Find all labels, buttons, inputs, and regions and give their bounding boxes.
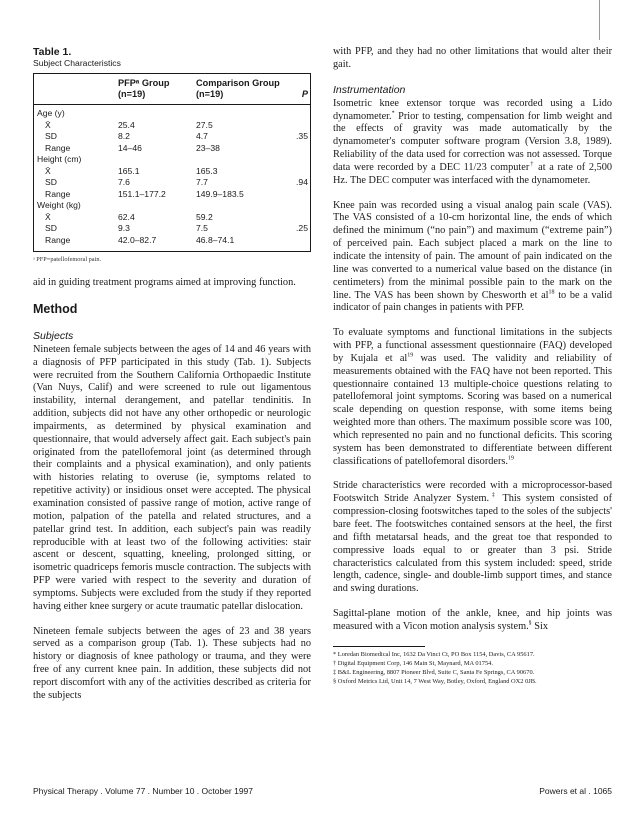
cell-pfp bbox=[118, 200, 196, 212]
subjects-heading: Subjects bbox=[33, 329, 74, 342]
footnote-item: † Digital Equipment Corp, 146 Main St, Maynard, MA 01754. bbox=[333, 659, 493, 667]
row-label: SD bbox=[45, 131, 57, 141]
footnote-mark-ddagger: ‡ bbox=[489, 492, 498, 499]
page-edge-rule bbox=[599, 0, 600, 40]
header-comp-line2: (n=19) bbox=[196, 89, 224, 99]
table-header-blank bbox=[34, 78, 118, 100]
cell-p-value bbox=[282, 143, 308, 155]
cell-comparison: 149.9–183.5 bbox=[196, 188, 244, 199]
header-pfp-line1: PFPᵃ Group bbox=[118, 78, 170, 88]
cell-p-value bbox=[282, 200, 308, 212]
cell-comparison: 4.7 bbox=[196, 131, 208, 141]
cell-p-value bbox=[282, 235, 308, 247]
table-body bbox=[34, 108, 310, 246]
cell-comparison: 23–38 bbox=[196, 142, 220, 153]
table-row bbox=[34, 200, 310, 212]
table-row bbox=[34, 108, 310, 120]
table-row bbox=[34, 189, 310, 201]
reference-18: 18 bbox=[548, 289, 555, 296]
table-row bbox=[34, 143, 310, 155]
footnote-divider bbox=[333, 646, 425, 647]
subjects-paragraph: Nineteen female subjects between the ages of 14 and 46 years with a diagnosis of PFP participated in this study (Tab. 1). Subjects were recruited from the Southern California Orthopaedic Institute (Van Nuys, Calif) and were screened to rule out ligamentous instability, internal derangement, and patellar tendinitis. In addition, subjects did not have any other orthopedic or neurologic impairments, as determined by physical examination and questionnaire, that would adversely affect gait. Each subject's pain originated from the patellofemoral joint (as determined through their complaints and a physical examination), and only patients with histories relating to overuse (ie, symptoms related to repetitive activity) or insidious onset were accepted. The physical examination consisted of passive range of motion, active range of motion, palpation of the patella and related structures, and a patellar grind test. In addition, each subject's pain was readily reproducible with at least two of the following activities: stair ascent or descent, squatting, kneeling, prolonged sitting, or isometric quadriceps femoris muscle contraction. The subjects with PFP were varied with respect to the severity and duration of symptoms. Subjects were excluded from the study if they reported having either knee surgery or acute traumatic patellar dislocation. bbox=[33, 343, 311, 612]
table-header-comparison bbox=[196, 78, 282, 100]
right-column bbox=[333, 46, 612, 687]
footnote-mark-section: § bbox=[528, 620, 532, 627]
table-footnote: ᵃ PFP=patellofemoral pain. bbox=[33, 256, 102, 263]
row-label: X̄ bbox=[45, 165, 51, 176]
cell-comparison: 46.8–74.1 bbox=[196, 234, 235, 245]
faq-text-2: was used. The validity and reliability of measurements obtained with the FAQ have not been reported. This questionnaire contained 13 multiple-choice questions relating to patellofemoral joint symptoms. Scoring was based on a numerical scale depending on question response, with some items being weighted more than others. The maximum possible score was 100, which represented no pain and no functional deficits. This scoring system has been demonstrated to differentiate between different classifications of patellofemoral disorders. bbox=[333, 352, 612, 467]
cell-comparison: 7.5 bbox=[196, 223, 208, 233]
cell-p-value: .94 bbox=[296, 177, 308, 187]
reference-19b: 19 bbox=[508, 455, 514, 462]
sag-text-2: Six bbox=[531, 620, 548, 632]
vas-text-2: to be a valid indicator of pain changes in patients with PFP. bbox=[333, 289, 613, 314]
row-label: Range bbox=[45, 234, 71, 245]
table-row bbox=[34, 131, 310, 143]
page-footer: Powers et al . 1065 bbox=[539, 786, 612, 796]
left-column bbox=[33, 46, 311, 703]
instr-text-3: at a rate of 2,500 Hz. The DEC computer was interfaced with the dynamometer. bbox=[333, 161, 613, 186]
continuation-paragraph: with PFP, and they had no other limitations that would alter their gait. bbox=[333, 46, 612, 70]
cell-comparison: 165.3 bbox=[196, 165, 218, 176]
header-comp-line1: Comparison Group bbox=[196, 78, 280, 88]
cell-p-value: .25 bbox=[296, 223, 308, 233]
cell-pfp: 9.3 bbox=[118, 223, 130, 233]
instr-text-2: Prior to testing, compensation for limb weight and the effects of gravity was made automatically by the dynamometer's computer software program (Version 3.8, 1989). Reliability of the data used for correction was not assessed. Torque data were recorded by a DEC 11/23 computer bbox=[333, 110, 612, 173]
table-row bbox=[34, 166, 310, 178]
vas-paragraph bbox=[333, 200, 612, 316]
cell-pfp: 7.6 bbox=[118, 177, 130, 187]
cell-pfp bbox=[118, 108, 196, 120]
footnote-mark-dagger: † bbox=[529, 161, 535, 168]
comparison-paragraph: Nineteen female subjects between the ages of 23 and 38 years served as a comparison group (Tab. 1). These subjects had no history or diagnosis of knee pathology or trauma, and they were free of any current knee pain. In addition, these subjects did not report discomfort with any of the activities described as criteria for the subjects bbox=[33, 625, 311, 701]
stride-paragraph bbox=[333, 480, 612, 596]
footnote-item: § Oxford Metrics Ltd, Unit 14, 7 West Way, Botley, Oxford, England OX2 0JB. bbox=[333, 678, 537, 686]
cell-comparison: 7.7 bbox=[196, 177, 208, 187]
footnote-mark-star: * bbox=[391, 110, 395, 117]
footnotes-block bbox=[333, 650, 612, 687]
stride-text-2: This system consisted of compression-closing footswitches taped to the soles of the subjects' bare feet. The footswitches contained sensors at the heel, the first and fifth metatarsal heads, and the great toe that responded to compressive loads equal to or greater than 3 psi. Stride characteristics calculated from this system included: speed, stride length, cadence, single- and double-limb support times, and stance and swing durations. bbox=[333, 493, 613, 595]
table-header-row bbox=[34, 78, 310, 105]
table-row bbox=[34, 223, 310, 235]
row-label: X̄ bbox=[45, 211, 51, 222]
cell-p-value bbox=[282, 166, 308, 178]
stride-text-1: Stride characteristics were recorded with a microprocessor-based Footswitch Stride Analyzer System. bbox=[333, 480, 612, 505]
table-caption: Subject Characteristics bbox=[33, 58, 121, 68]
cell-pfp: 14–46 bbox=[118, 142, 142, 153]
cell-comparison: 59.2 bbox=[196, 211, 213, 222]
instrumentation-paragraph bbox=[333, 98, 612, 188]
cell-p-value: .35 bbox=[296, 131, 308, 141]
cell-comparison bbox=[196, 154, 282, 166]
cell-comparison bbox=[196, 200, 282, 212]
cell-p-value bbox=[282, 189, 308, 201]
header-p: P bbox=[301, 89, 308, 99]
header-pfp-line2: (n=19) bbox=[118, 89, 146, 99]
row-label: Weight (kg) bbox=[37, 200, 81, 210]
cell-pfp: 8.2 bbox=[118, 131, 130, 141]
table-label: Table 1. bbox=[33, 46, 72, 58]
cell-pfp: 151.1–177.2 bbox=[118, 188, 166, 199]
row-label: Range bbox=[45, 142, 71, 153]
sag-text-1: Sagittal-plane motion of the ankle, knee, and hip joints was measured with a Vicon motion analysis system. bbox=[333, 608, 612, 632]
sagittal-paragraph bbox=[333, 608, 612, 634]
table-row bbox=[34, 177, 310, 189]
row-label: X̄ bbox=[45, 119, 51, 130]
table-row bbox=[34, 235, 310, 247]
faq-paragraph bbox=[333, 327, 612, 468]
table-header-pfp bbox=[118, 78, 196, 100]
instrumentation-heading: Instrumentation bbox=[333, 83, 406, 96]
row-label: SD bbox=[45, 177, 57, 187]
cell-pfp: 165.1 bbox=[118, 165, 140, 176]
cell-p-value bbox=[282, 108, 308, 120]
cell-p-value bbox=[282, 212, 308, 224]
reference-19a: 19 bbox=[407, 352, 414, 359]
faq-text-1: To evaluate symptoms and functional limitations in the subjects with PFP, a functional assessment questionnaire (FAQ) developed by Kujala et al bbox=[333, 327, 612, 364]
row-label: Height (cm) bbox=[37, 154, 82, 164]
cell-pfp: 42.0–82.7 bbox=[118, 234, 157, 245]
method-heading: Method bbox=[33, 301, 78, 316]
cell-p-value bbox=[282, 154, 308, 166]
cell-pfp: 62.4 bbox=[118, 211, 135, 222]
vas-text-1: Knee pain was recorded using a visual analog pain scale (VAS). The VAS consisted of a 10-cm horizontal line, the ends of which defined the minimum (“no pain”) and maximum (“extreme pain”) of perceived pain. Each subject placed a mark on the line to indicate the intensity of pain. The amount of pain indicated on the line was converted to a numerical value based on the distance (in centimeters) from the minimal possible pain to the mark on the line. The VAS has been shown by Chesworth et al bbox=[333, 199, 612, 301]
row-label: SD bbox=[45, 223, 57, 233]
footnote-item: ‡ B&L Engineering, 8807 Pioneer Blvd, Suite C, Santa Fe Springs, CA 90670. bbox=[333, 669, 535, 677]
intro-paragraph: aid in guiding treatment programs aimed at improving function. bbox=[33, 277, 296, 288]
table-row bbox=[34, 212, 310, 224]
cell-pfp bbox=[118, 154, 196, 166]
table-row bbox=[34, 120, 310, 132]
cell-pfp: 25.4 bbox=[118, 119, 135, 130]
table-row bbox=[34, 154, 310, 166]
table-header-p bbox=[282, 78, 308, 100]
subject-characteristics-table bbox=[33, 73, 311, 252]
cell-comparison bbox=[196, 108, 282, 120]
cell-comparison: 27.5 bbox=[196, 119, 213, 130]
journal-footer: Physical Therapy . Volume 77 . Number 10 . October 1997 bbox=[33, 786, 254, 796]
instr-text-1: Isometric knee extensor torque was recorded using a Lido dynamometer. bbox=[333, 97, 612, 122]
cell-p-value bbox=[282, 120, 308, 132]
footnote-item: * Loredan Biomedical Inc, 1632 Da Vinci Ct, PO Box 1154, Davis, CA 95617. bbox=[333, 650, 535, 658]
row-label: Range bbox=[45, 188, 71, 199]
row-label: Age (y) bbox=[37, 108, 65, 118]
